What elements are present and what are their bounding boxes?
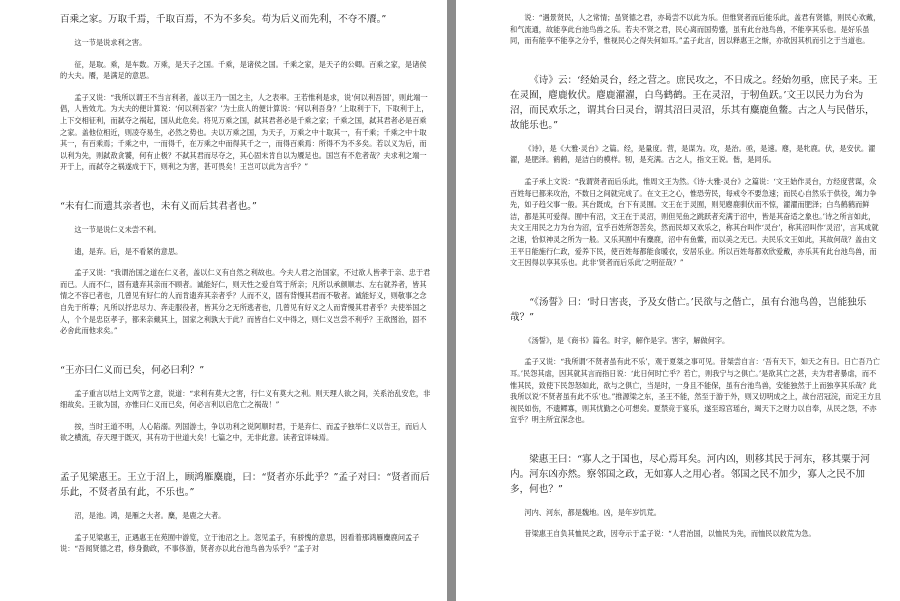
paragraph-spacer: [60, 49, 433, 59]
paragraph-spacer: [60, 236, 433, 246]
paragraph-spacer: [60, 500, 433, 510]
commentary-paragraph: 孟子承上文说：“我谓贤者而后乐此，惟周文王为然。《诗·大雅·灵台》之篇说：‘文王始作灵台，方经度营谋，众百姓每已都来攻治，不数日之间就完成了。在文王之心，惟恐劳民，每戒令不要急速；而民心自然乐于供役，竭力争先，如子趋父事一般。其台既成，台下有灵囿。文王在于灵囿，则见麀鹿驯伏而不惊，濯濯而肥泽；白鸟鹤鹤而鲜洁，都是其可爱得。囿中有沼，文王在于灵沼，则但见鱼之跳跃者充满于沼中，皆是其奋适之象也。’诗之所言如此，夫文王用民之力为台为沼，宜乎百姓所怨苦矣，然而民却又欢乐之，称其台叫作‘灵台’，称其沼叫作‘灵沼’，言其成就之速，恰似神灵之所为一般。又乐其囿中有麋鹿，沼中有鱼鳖，而以美之无已。夫民乐文王如此，其故何哉？盖由文王平日能施行仁政，爱养下民，使百姓每都能食暖衣，安居乐业。所以百姓每都欢欣爱戴，亦乐其有此台池鸟兽，而文王因得以享其乐也。此非‘贤者而后乐此’之明征哉？”: [510, 176, 879, 268]
paragraph-spacer: [60, 378, 433, 388]
paragraph-spacer: [60, 82, 433, 92]
paragraph-spacer: [510, 518, 882, 528]
paragraph-spacer: [510, 426, 882, 452]
classic-text-paragraph: 孟子见梁惠王。王立于沼上，顾鸿雁麋鹿，曰：“贤者亦乐此乎？”孟子对曰：“贤者而后乐此，不贤者虽有此，不乐也。”: [60, 472, 430, 499]
commentary-paragraph: 孟子重言以结上文两节之意，说道：“求利有莫大之害，行仁义有莫大之利。则天理人欲之间，关系治乱安危，非细故矣。王欲为国，亦惟曰仁义而已矣，何必言利以启危亡之祸哉！”: [60, 388, 431, 410]
paragraph-spacer: [60, 522, 433, 532]
paragraph-spacer: [60, 214, 433, 224]
commentary-paragraph: 这一节是说求利之害。: [74, 38, 147, 47]
paragraph-spacer: [510, 47, 882, 73]
paragraph-spacer: [60, 337, 433, 363]
page-gutter: [447, 0, 456, 601]
commentary-paragraph: 孟子又说：“我所谓‘不贤者虽有此不乐’，观于夏桀之事可见。昔桀尝自言：‘吾有天下，如天之有日。日亡吾乃亡耳。’民怨其虐，因其就其言而指日说：‘此日何时亡乎？若亡，则我宁与之俱亡。’是欲其亡之甚，夫为君者暴虐，而不惟其民，致使下民怨怒如此，欲与之俱亡，当是时，一身且不能保，虽有台池鸟兽，安能独然于上而独享其乐哉？此我所以说‘不贤者虽有此不乐’也。”推源梁之东，圣王不能，然至于游于外，则又切明成之上，战台沼冠浣，而定王方且视民如伤，不遗鳏寡，则其忧勤之心可想矣。夏禁竞于宴乐，遂至琼宫瑶台，竭天下之财力以自奉，从民之怨，不亦宜乎？明主所宜深念也。: [510, 357, 882, 425]
paragraph-spacer: [510, 497, 882, 507]
commentary-paragraph: 孟子见梁惠王，正遇惠王在苑囿中游览，立于池沼之上。忽见孟子，有骄愧的意思，因看着那鸿雁麋鹿问孟子说：“吾闻贤德之君，修身勤政，不事侈游，贤者亦以此台池鸟兽为乐乎？”孟子对: [60, 532, 420, 554]
classic-text-paragraph: “未有仁而遗其亲者也，未有义而后其君者也。”: [60, 200, 257, 212]
left-page: [0, 0, 447, 601]
commentary-paragraph: 这一节是说仁义未尝不利。: [74, 224, 161, 234]
commentary-paragraph: 沼，是池。鸿，是雁之大者。麋，是鹿之大者。: [74, 511, 226, 521]
paragraph-spacer: [60, 257, 433, 267]
commentary-paragraph: 河内、河东，都是魏地。凶，是年岁饥荒。: [524, 507, 661, 517]
paragraph-spacer: [510, 325, 882, 335]
commentary-paragraph: 遗，是弃。后，是不看紧的意思。: [74, 246, 183, 256]
commentary-paragraph: 《诗》，是《大雅·灵台》之篇。经，是量度。营，是谋为。攻，是治。亟，是速。麀，是牝鹿。伏，是安伏。濯濯，是肥泽。鹤鹤，是洁白的模样。牣，是充满。古之人，指文王说。偕，是同乐。: [510, 143, 876, 165]
commentary-paragraph: 《汤誓》，是《商书》篇名。时字，解作是字。害字，解做何字。: [524, 335, 730, 345]
classic-text-paragraph: 百乘之家。万取千焉，千取百焉，不为不多矣。苟为后义而先利，不夺不餍。”: [60, 14, 387, 25]
classic-text-paragraph: 《诗》云：‘经始灵台，经之营之。庶民攻之，不日成之。经始勿亟，庶民子来。王在灵囿，麀鹿攸伏。麀鹿濯濯，白鸟鹤鹤。王在灵沼，于牣鱼跃。’文王以民力为台为沼，而民欢乐之，谓其台曰灵台，谓其沼曰灵沼，乐其有麋鹿鱼鳖。古之人与民偕乐，故能乐也。”: [510, 74, 878, 131]
classic-text-paragraph: 梁惠王曰：“寡人之于国也，尽心焉耳矣。河内凶，则移其民于河东，移其粟于河内。河东凶亦然。察邻国之政，无如寡人之用心者。邻国之民不加少，寡人之民不加多，何也？”: [510, 453, 870, 495]
paragraph-spacer: [510, 133, 882, 143]
paragraph-spacer: [510, 166, 882, 176]
right-page: [456, 0, 900, 601]
commentary-paragraph: 按，当时王道不明，人心陷溺。列国游士，争以功利之说阿顺时君，于是弃仁、而孟子独举仁义以告王，而后人欲之横流，存天理于既灭，其有功于世道大矣！七篇之中，无非此意。读者宜详味焉。: [60, 421, 427, 443]
paragraph-spacer: [510, 269, 882, 295]
commentary-paragraph: 昔梁惠王自负其恤民之政，因夸示于孟子说：“人君治国，以恤民为先，而恤民以救荒为急。: [524, 529, 816, 539]
classic-text-paragraph: “王亦曰仁义而已矣，何必曰利？”: [60, 364, 205, 376]
commentary-paragraph: 征，是取。乘，是车数。万乘，是天子之国。千乘，是诸侯之国。千乘之家，是天子的公卿。百乘之家，是诸侯的大夫。餍，是满足的意思。: [60, 59, 427, 81]
paragraph-spacer: [60, 411, 433, 421]
paragraph-spacer: [60, 444, 433, 470]
paragraph-spacer: [60, 27, 433, 37]
classic-text-paragraph: “《汤誓》曰：‘时日害丧，予及女偕亡。’民欲与之偕亡，虽有台池鸟兽，岂能独乐哉？”: [510, 296, 867, 323]
commentary-paragraph: 孟子又说：“我所以谓王不当言利者，盖以王乃一国之主，人之表率。王若惟利是求，说‘何以利吾国’，则此端一倡，人皆效尤。为大夫的便计算说：‘何以利吾家？’为士庶人的便计算说：‘何以利吾身？’上取利于下，下取利于上，上下交相征利，而弑夺之祸起，国从此危矣。将见万乘之国，弑其君者必是千乘之家；千乘之国，弑其君者必是百乘之家。盖他位相近，则凌夺易生，必然之势也。夫以万乘之国，为天子，万乘之中十取其一，有千乘；千乘之中十取其一，有百乘焉；千乘之中，一而得千，在万乘之中而得其千之一，而得百乘焉：所得不为不多矣。若以义为后，而以利为先，则弑敌贪饕，何有止极？不弑其君而尽夺之，其心固未肯自以为餍足也。国岂有不危者哉？夫求利之端一开于上，而弑夺之祸遂成于下，则利之为害，甚可畏矣！王岂可以此为言乎？”: [60, 92, 429, 172]
commentary-paragraph: 孟子又说：“我谓治国之道在仁义者，盖以仁义有自然之利故也。今夫人君之治国家，不过欲人皆孝于亲、忠于君而已。人而不仁，固有遗弃其亲而不顾者。诚能好仁，则天性之爱自笃于所亲；凡所以承颜顺志、左右就养者，皆其情之不容已者也，几曾见有好仁的人而肯遗弃其亲者乎？人而不义，固有背慢其君而不敬者。诚能好义，则敬事之念自先于所尊；凡所以抒忠尽力、奔走服役者，皆其分之无所逃者也，几曾见有好义之人而背慢其君者乎？夫使举国之人，个个是忠臣孝子，都来亲戴其上，国家之利孰大于此？而皆自仁义中得之，则仁义岂尝不利乎？王欲图治，固不必舍此而他求矣。”: [60, 268, 431, 336]
paragraph-spacer: [510, 346, 882, 356]
commentary-paragraph: 说：“遇景贤民，人之常情；虽贤德之君，亦曷尝不以此为乐。但惟贤者而后能乐此，盖君有贤德，则民心欢戴，和气流通，故能享此台池鸟兽之乐。若夫不贤之君，民心离而国势蹙，虽有此台池鸟兽，不能享其乐也。是好乐虽同，而有能享不能享之分乎，惟视民心之得失何如耳。”孟子此言，因以释惠王之惭，亦欲因其机而引之于当道也。: [510, 13, 881, 46]
paragraph-spacer: [60, 173, 433, 199]
